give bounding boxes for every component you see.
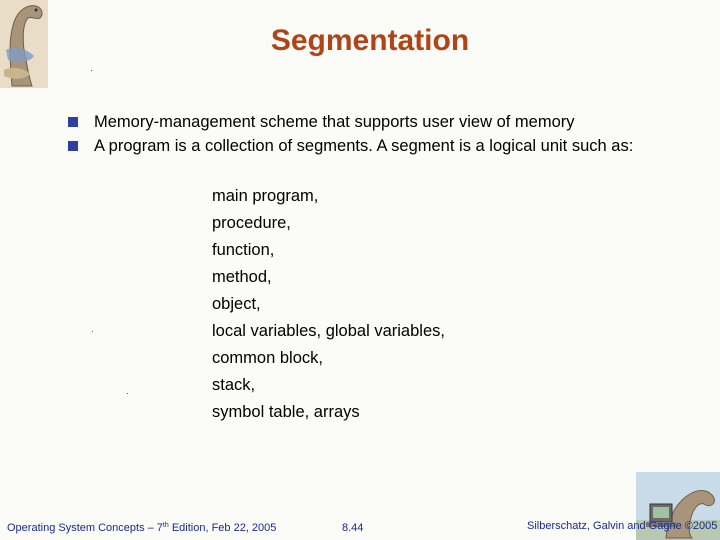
footer-course — [7, 522, 276, 534]
bullet-item — [68, 135, 654, 157]
bullet-list — [68, 111, 668, 159]
speck — [92, 331, 93, 332]
speck — [127, 393, 128, 394]
footer-copyright: Silberschatz, Galvin and Gagne ©2005 — [527, 520, 718, 532]
bullet-text: A program is a collection of segments. A segment is a logical unit such as: — [94, 137, 634, 155]
footer-page-number: 8.44 — [342, 522, 364, 534]
segment-item: method, — [212, 268, 272, 286]
segment-item: main program, — [212, 187, 319, 205]
segment-item: function, — [212, 241, 275, 259]
dinosaur-logo-icon — [0, 0, 48, 88]
footer-course-suffix: Edition, Feb 22, 2005 — [168, 522, 277, 534]
bullet-item — [68, 111, 668, 133]
segment-item: stack, — [212, 376, 256, 394]
footer-course-prefix: Operating System Concepts – 7 — [7, 522, 163, 534]
segment-item: procedure, — [212, 214, 291, 232]
segment-item: local variables, global variables, — [212, 322, 445, 340]
segment-item: common block, — [212, 349, 323, 367]
square-bullet-icon — [68, 117, 78, 127]
speck — [91, 70, 92, 71]
square-bullet-icon — [68, 141, 78, 151]
slide-title: Segmentation — [270, 24, 470, 57]
segment-item: symbol table, arrays — [212, 403, 360, 421]
segment-item: object, — [212, 295, 261, 313]
bullet-text: Memory-management scheme that supports user view of memory — [94, 113, 575, 131]
footer-course-sup: th — [162, 522, 169, 529]
segment-list — [212, 183, 445, 426]
